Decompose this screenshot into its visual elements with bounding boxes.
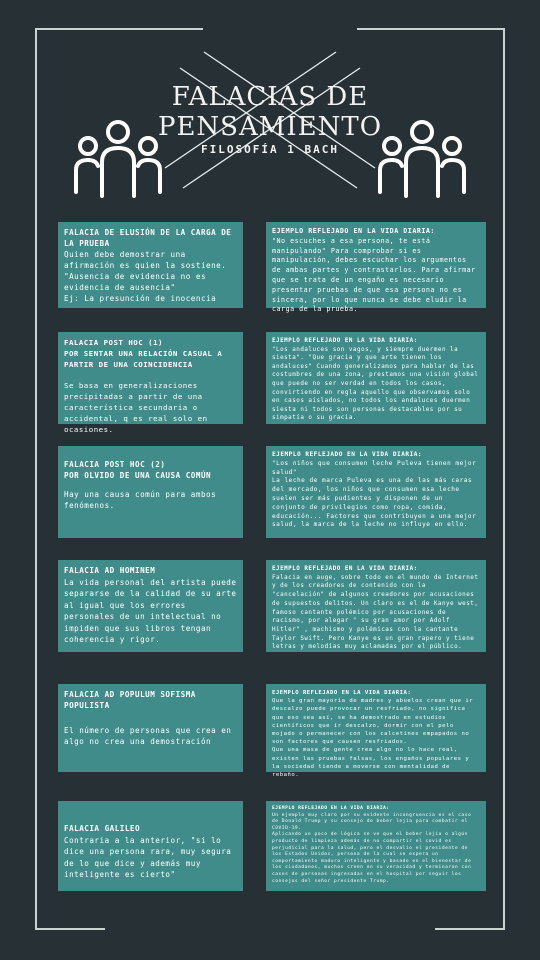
- fallacy-card: [58, 332, 243, 434]
- example-text: "Los andaluces son vagos, y siempre duermen la siesta". "Que gracia y que arte tienen los andaluces" Cuando generalizamos para hablar de las costumbres de una zona, prestamos una visión global que puede no ser verdad en todos los casos, convirtiendo en regla aquello que observamos solo en casos aislados, no todos los andaluces duermen siesta ni todos son personas destacables por su simpatía o su gracia.: [272, 346, 479, 422]
- fallacy-subtitle: POR OLVIDO DE UNA CAUSA COMÚN: [64, 471, 212, 480]
- example-card: [266, 222, 486, 314]
- example-label: EJEMPLO REFLEJADO EN LA VIDA DIARIA:: [272, 806, 390, 811]
- example-text: "No escuches a esa persona, te está manipulando" Para comprobar si es manipulación, debes escuchar los argumentos de ambas partes y contrastarlos. Para afirmar que se trata de un engaño es necesario presentar pruebas de que esa persona no es sincera, por lo que nunca se debe eludir la carga de la prueba.: [272, 236, 476, 314]
- example-text: Que la gran mayoría de madres y abuelos crean que ir descalzo puede provocar un resfriado, no significa que eso sea así, se ha demostrado en estudios científicos que ir descalzo, dormir con el pelo mojado o permanecer con los calcetines empapados no son factores que causen resfriados. Que una masa de gente crea algo no lo hace real, existen las pruebas falsas, los engaños populares y la sociedad tiende a moverse con mentalidad de rebaño.: [272, 698, 474, 779]
- page-title-line2: PENSAMIENTO: [157, 112, 383, 142]
- example-label: EJEMPLO REFLEJADO EN LA VIDA DIARIA:: [272, 690, 412, 696]
- fallacy-title: FALACIA AD POPULUM SOFISMA POPULISTA: [64, 690, 196, 710]
- fallacy-description: La vida personal del artista puede separarse de la calidad de su arte al igual que los errores personales de un intelectual no impiden que sus libros tengan coherencia y rigor.: [64, 577, 237, 644]
- frame-bottom-left: [35, 928, 105, 930]
- example-text: "Los niños que consumen leche Puleva tienen mejor salud" La leche de marca Puleva es una de las más caras del mercado, los niños que consumen esa leche suelen ser más pudientes y disponen de un conjunto de privilegios como ropa, comida, educación... Factores que contribuyen a una mejor salud, la marca de la leche no influye en ello.: [272, 459, 477, 529]
- example-card: [266, 560, 486, 652]
- fallacy-description: Se basa en generalizaciones precipitadas a partir de una característica secundaria o accidental, q es real solo en ocasiones.: [64, 381, 208, 434]
- fallacy-description: Hay una causa común para ambos fenómenos.: [64, 490, 217, 510]
- example-label: EJEMPLO REFLEJADO EN LA VIDA DIARIA:: [272, 338, 418, 344]
- fallacy-description: Contraria a la anterior, "si lo dice una persona rara, muy segura de lo que dice y además muy inteligente es cierto": [64, 835, 232, 879]
- example-text: Un ejemplo muy claro por su evidente incongruencia es el caso de Donald Trump y su consejo de beber lejía para combatir el COVID-19. Aplicando un poco de lógica se ve que el beber lejía o algún producto de limpieza además de no compartir el covid es perjudicial para la salud, pero el desvalío el presidente de los Estados Unidos, persona de la cual se espera un comportamiento maduro inteligente y basado en el bienestar de los ciudadanos, muchos creen en su veracidad y terminaron con casos de personas ingresadas en el hospital por seguir los consejos del señor presidente Trump.: [272, 812, 472, 884]
- fallacy-card: [58, 222, 243, 308]
- fallacy-description: Quien debe demostrar una afirmación es quien la sostiene. "Ausencia de evidencia no es evidencia de ausencia" Ej: La presunción de inocencia: [64, 250, 227, 303]
- fallacy-card: [58, 446, 243, 538]
- example-card: [266, 801, 486, 891]
- example-label: EJEMPLO REFLEJADO EN LA VIDA DIARIA:: [272, 566, 418, 572]
- example-label: EJEMPLO REFLEJADO EN LA VIDA DIARIA:: [272, 227, 435, 235]
- example-card: [266, 332, 486, 424]
- example-card: [266, 446, 486, 538]
- fallacy-description: El número de personas que crea en algo no crea una demostración: [64, 726, 232, 746]
- fallacy-card: [58, 560, 243, 652]
- example-card: [266, 684, 486, 779]
- fallacy-title: FALACIA DE ELUSIÓN DE LA CARGA DE LA PRUEBA: [64, 228, 232, 248]
- people-group-icon-left: [72, 118, 164, 198]
- frame-bottom-right: [435, 928, 505, 930]
- fallacy-title: FALACIA POST HOC (1): [64, 338, 163, 347]
- people-group-icon-right: [376, 118, 468, 198]
- fallacy-card: [58, 801, 243, 891]
- example-text: Falacia en auge, sobre todo en el mundo de Internet y de los creadores de contenido con la "cancelación" de algunos creadores por acusaciones de supuestos delitos. Un claro es el de Kanye west, famoso cantante polémico por acusaciones de racismo, por alegar " su gran amor por Adolf Hitler" , machismo y polémicas con la cantante Taylor Swift. Pero Kanye es un gran rapero y tiene letras y melodías muy aclamadas por el público.: [272, 574, 479, 651]
- page-title-line1: FALACIAS DE: [171, 82, 369, 112]
- fallacy-subtitle: POR SENTAR UNA RELACIÓN CASUAL A PARTIR DE UNA COINCIDENCIA: [64, 349, 223, 369]
- fallacy-title: FALACIA GALILEO: [64, 824, 141, 833]
- fallacy-title: FALACIA POST HOC (2): [64, 460, 166, 469]
- fallacy-title: FALACIA AD HOMINEM: [64, 566, 156, 575]
- page-subtitle: FILOSOFÍA 1 BACH: [201, 143, 339, 156]
- example-label: EJEMPLO REFLEJADO EN LA VIDA DIARIA:: [272, 451, 423, 458]
- fallacy-card: [58, 684, 243, 772]
